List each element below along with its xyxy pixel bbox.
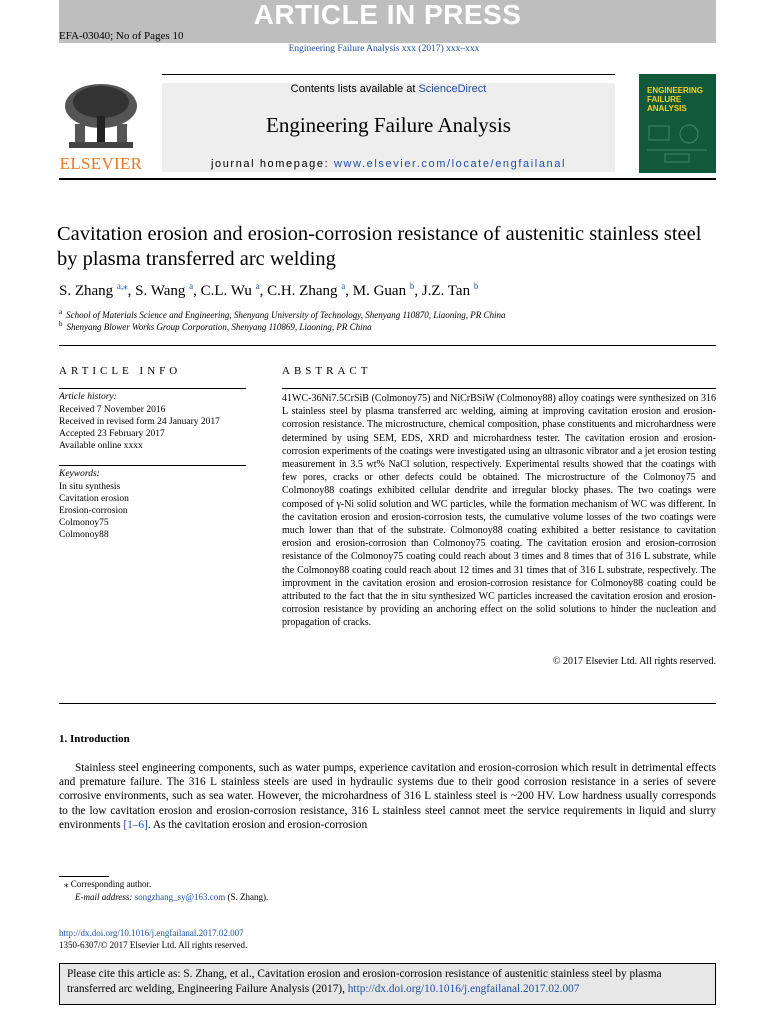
author-name: S. Wang <box>135 283 186 299</box>
keyword-item: In situ synthesis <box>59 482 121 492</box>
footnote-mark: ⁎ <box>64 879 69 889</box>
history-item: Accepted 23 February 2017 <box>59 429 165 439</box>
intro-text-end: . As the cavitation erosion and erosion-corrosion <box>147 818 368 831</box>
email-footnote <box>75 892 268 902</box>
cover-title-line: FAILURE <box>647 95 682 104</box>
journal-cover-image <box>639 74 716 173</box>
citation-text <box>67 967 712 996</box>
history-item: Received in revised form 24 January 2017 <box>59 417 220 427</box>
author-affiliation-mark[interactable]: a <box>189 281 194 291</box>
author-name: C.L. Wu <box>200 283 252 299</box>
banner-text: ARTICLE IN PRESS <box>253 0 522 30</box>
affiliation-text: School of Materials Science and Engineering, Shenyang University of Technology, Shenyang 110870, Liaoning, PR China <box>66 310 506 320</box>
citation-box <box>59 963 716 1005</box>
journal-homepage <box>162 158 615 170</box>
email-link[interactable]: songzhang_sy@163.com <box>134 892 226 902</box>
keyword-item: Erosion-corrosion <box>59 506 128 516</box>
homepage-prefix: journal homepage: <box>210 158 330 170</box>
abstract-heading: ABSTRACT <box>282 365 372 377</box>
journal-title: Engineering Failure Analysis <box>266 113 511 137</box>
citation-doi-link[interactable]: http://dx.doi.org/10.1016/j.engfailanal.2017.02.007 <box>347 982 580 995</box>
article-info-heading: ARTICLE INFO <box>59 365 182 377</box>
author-name: M. Guan <box>352 283 407 299</box>
intro-text-start: Stainless steel engineering components, such as water pumps, experience cavitation and erosion-corrosion which result in detrimental effects and premature failure. The 316 L stainless steels are used in hydraulic systems due to their good corrosion resistance in a series of severe corrosive environments, such as sea water. However, the microhardness of 316 L stainless steel is ~200 HV. Low hardness usually corresponds to the low cavitation erosion and erosion-corrosion resistance, 316 L stainless steel cannot meet the service requirements in liquid and slurry environments <box>59 762 716 831</box>
abstract-text: 41WC-36Ni7.5CrSiB (Colmonoy75) and NiCrBSiW (Colmonoy88) alloy coatings were synthesized on 316 L stainless steel by plasma transferred arc welding, aiming at improving cavitation erosion and erosion-corrosion resistance. The microstructure, chemical composition, phase constituents and microhardness were determined by using SEM, EDS, XRD and microhardness tester. The cavitation erosion and erosion-corrosion experiments of the coatings were investigated using an ultrasonic vibrator and a jet erosion testing measurement in 3.5 wt% NaCl solution, respectively. Experimental results showed that the coatings with few pores, cracks or other defects could be obtained. The microstructure of the Colmonoy75 and Colmonoy88 coatings exhibited cellular dendrite and irregular blocky phases. The two coatings were composed of γ-Ni solid solution and WC particles, while the formation mechanism of WC was different. In the cavitation erosion and erosion-corrosion tests, the cumulative volume losses of the two coatings were much lower than that of the substrate. Colmonoy88 coating exhibited a better resistance to cavitation erosion and erosion-corrosion than Colmonoy75 coating. The cavitation erosion and erosion-corrosion resistance of the Colmonoy75 coating could reach about 3 times and 8 times that of 316 L substrate, while the Colmonoy88 coating could reach about 12 times and 31 times that of 316 L substrate, respectively. The improvment in the cavitation erosion and erosion-corrosion resistance for Colmonoy88 coating could be attributed to the fact that the in situ synthesized WC particles increased the cavitation erosion and erosion-corrosion resistance by providing an anchoring effect on the solid solutions to hinder the nucleation and propagation of cracks. <box>282 393 716 629</box>
section-rule <box>59 703 716 704</box>
publisher-name: ELSEVIER <box>59 154 143 173</box>
section-rule <box>59 345 716 346</box>
reference-link[interactable]: [1–6] <box>123 818 148 831</box>
affiliation-text: Shenyang Blower Works Group Corporation, Shenyang 110869, Liaoning, PR China <box>66 322 372 332</box>
author-name: C.H. Zhang <box>267 283 338 299</box>
keyword-item: Cavitation erosion <box>59 494 129 504</box>
cover-title-line: ANALYSIS <box>647 104 687 113</box>
issn-line: 1350-6307/© 2017 Elsevier Ltd. All rights reserved. <box>59 940 248 950</box>
affiliation-mark: a <box>59 308 63 316</box>
introduction-text <box>59 761 716 832</box>
history-label: Article history: <box>59 392 117 402</box>
affiliation-b <box>59 320 372 332</box>
corresponding-label: Corresponding author. <box>70 879 152 889</box>
header-bottom-rule <box>59 178 716 180</box>
introduction-heading: 1. Introduction <box>59 733 130 745</box>
history-item: Available online xxxx <box>59 441 143 451</box>
footnote-rule <box>59 876 109 877</box>
sciencedirect-link[interactable]: ScienceDirect <box>418 83 487 95</box>
abstract-rule <box>282 388 716 389</box>
article-title: Cavitation erosion and erosion-corrosion resistance of austenitic stainless steel by plasma transferred arc welding <box>57 223 702 270</box>
manuscript-id: EFA-03040; No of Pages 10 <box>59 30 184 42</box>
citation-prefix: Please cite this article as: S. Zhang, et al., Cavitation erosion and erosion-corrosion resistance of austenitic stainless steel by plasma transferred arc welding, Engineering Failure Analysis (2017), <box>67 968 662 995</box>
author-list: S. Zhang $^{a,⁎}$, S. Wang $^a$, C.L. Wu $^a$, C.H. Zhang $^a$, M. Guan $^b$, J.Z. Tan $^b$ <box>59 281 479 299</box>
contents-line <box>162 83 615 95</box>
author-affiliation-mark[interactable]: b <box>409 281 415 291</box>
cover-title <box>647 86 703 113</box>
history-list <box>59 404 220 452</box>
affiliation-a <box>59 308 506 320</box>
history-item: Received 7 November 2016 <box>59 405 166 415</box>
affiliation-mark: b <box>59 320 63 328</box>
abstract-copyright: © 2017 Elsevier Ltd. All rights reserved. <box>552 656 716 667</box>
corresponding-footnote <box>64 879 151 890</box>
author-affiliation-mark[interactable]: a,⁎ <box>116 281 128 291</box>
header-top-rule <box>162 74 615 75</box>
homepage-link[interactable]: www.elsevier.com/locate/engfailanal <box>333 158 567 170</box>
author-name: J.Z. Tan <box>421 283 471 299</box>
cover-artwork <box>645 120 710 166</box>
cover-title-line: ENGINEERING <box>647 86 704 95</box>
keyword-item: Colmonoy75 <box>59 518 109 528</box>
email-label: E-mail address: <box>75 892 133 902</box>
author-affiliation-mark[interactable]: a <box>255 281 260 291</box>
email-suffix: (S. Zhang). <box>227 892 269 902</box>
keywords-label: Keywords: <box>59 469 100 479</box>
keywords-rule <box>59 465 246 466</box>
author-name: S. Zhang <box>59 283 114 299</box>
author-affiliation-mark[interactable]: a <box>341 281 346 291</box>
journal-citation-link[interactable]: Engineering Failure Analysis xxx (2017) xxx–xxx <box>288 44 480 54</box>
keyword-item: Colmonoy88 <box>59 530 109 540</box>
keywords-list <box>59 481 129 541</box>
doi-link[interactable]: http://dx.doi.org/10.1016/j.engfailanal.2017.02.007 <box>59 928 244 938</box>
author-affiliation-mark[interactable]: b <box>473 281 479 291</box>
article-info-rule <box>59 388 246 389</box>
contents-prefix: Contents lists available at <box>290 83 416 95</box>
journal-header <box>162 83 615 172</box>
